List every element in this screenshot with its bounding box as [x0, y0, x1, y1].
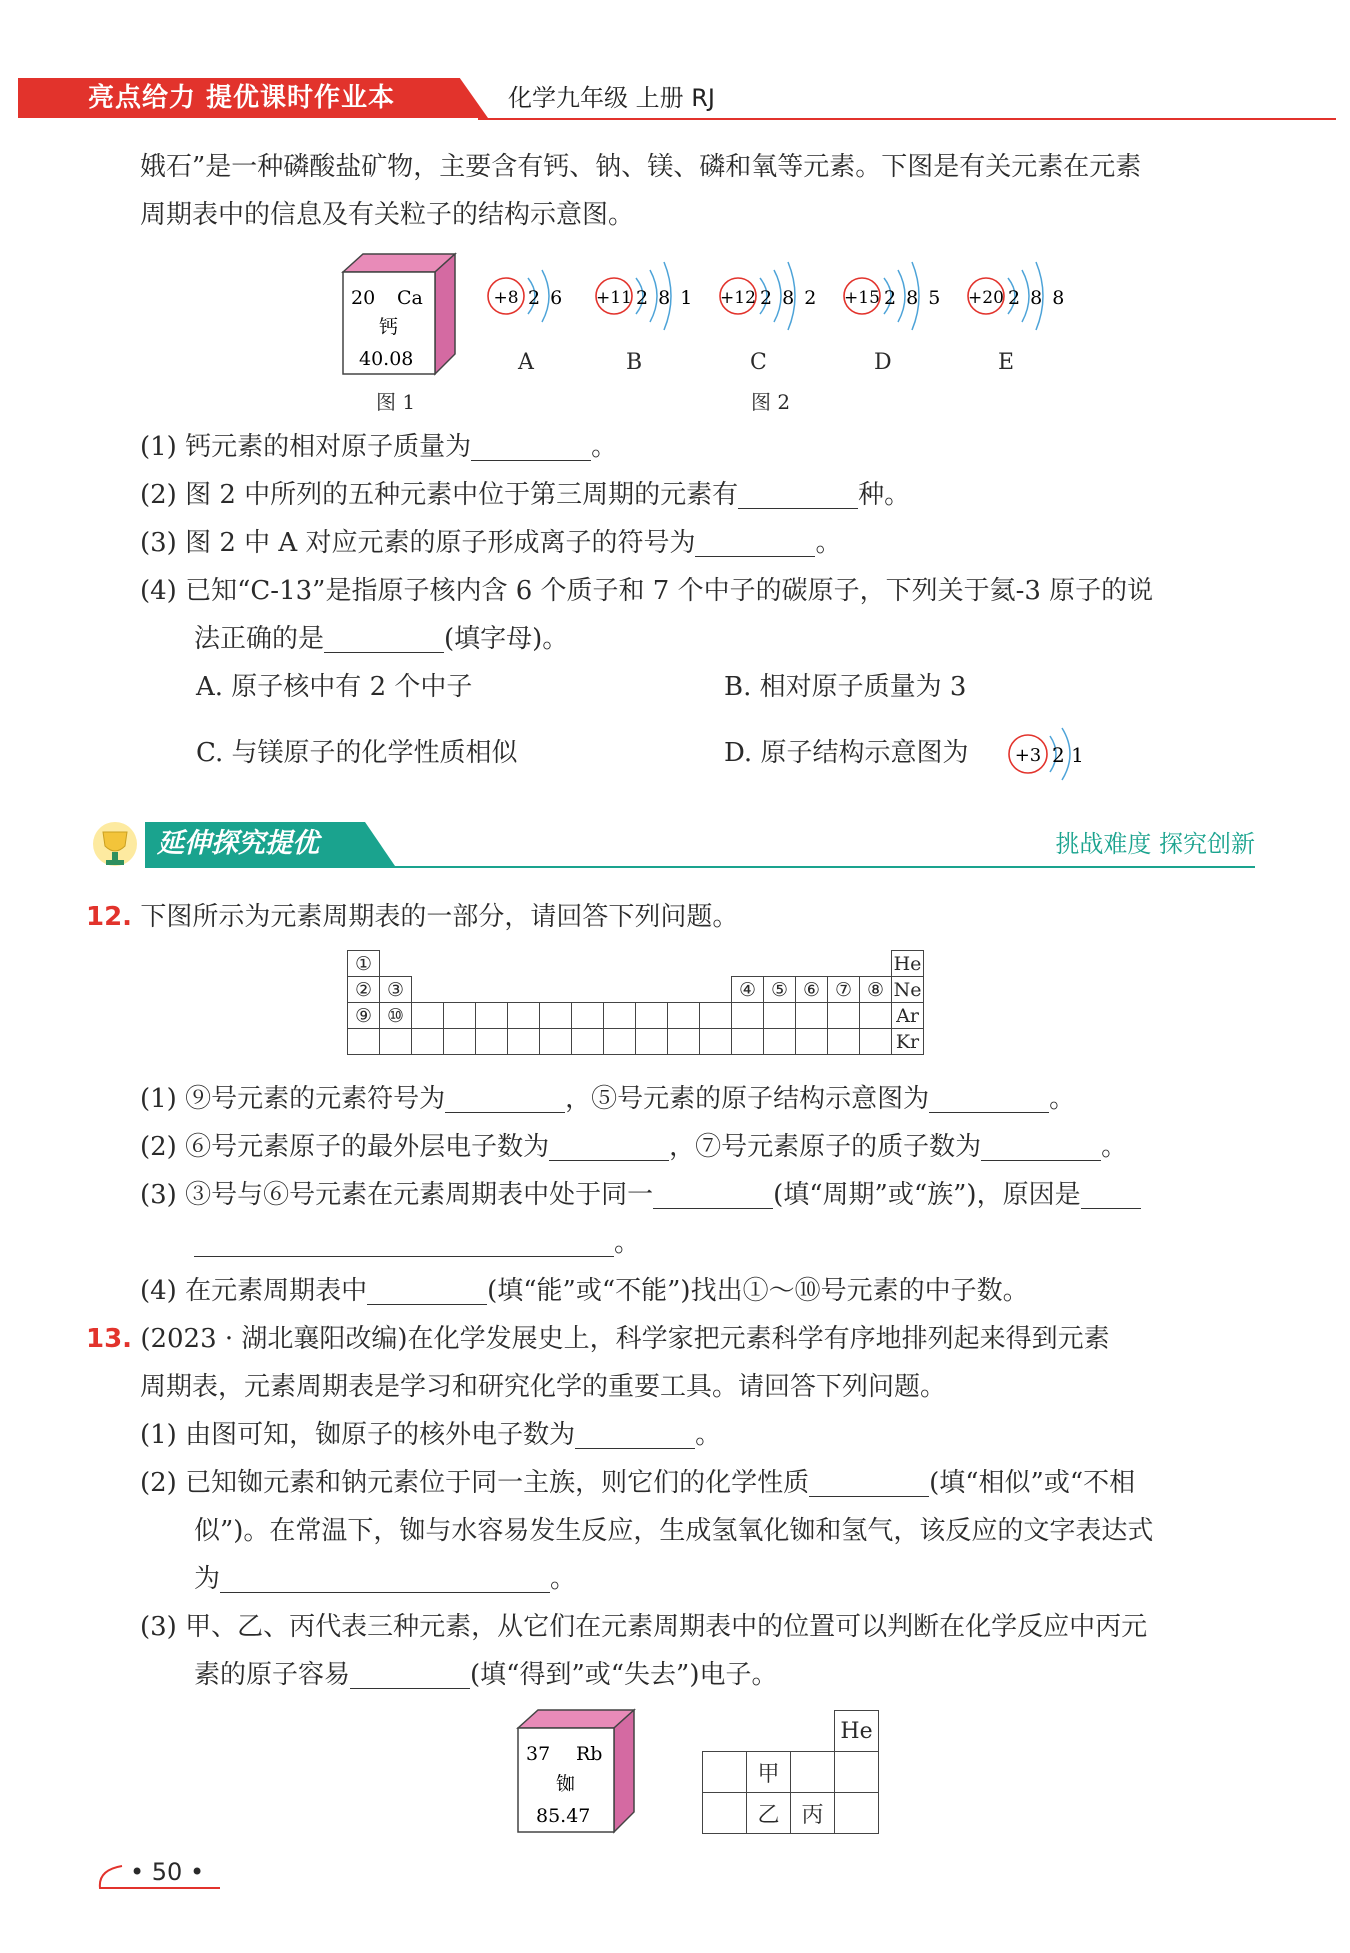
- answer-blank[interactable]: [220, 1566, 550, 1593]
- answer-blank[interactable]: [445, 1086, 565, 1113]
- answer-blank[interactable]: [471, 434, 591, 461]
- page-header: [18, 74, 1336, 118]
- q11-sub3-text: (3) 图 2 中 A 对应元素的原子形成离子的符号为: [140, 528, 696, 558]
- q11-sub4-line2: [194, 622, 568, 656]
- option-c: C. 与镁原子的化学性质相似: [196, 738, 518, 768]
- q11-sub1: [140, 430, 617, 464]
- q13-line2: 周期表，元素周期表是学习和研究化学的重要工具。请回答下列问题。: [140, 1372, 947, 1402]
- q12-intro-text: 下图所示为元素周期表的一部分，请回答下列问题。: [140, 902, 739, 932]
- q12-sub2: [140, 1130, 1127, 1164]
- q11-sub4-text: 法正确的是: [194, 624, 325, 654]
- q11-sub4-line1: (4) 已知“C-13”是指原子核内含 6 个质子和 7 个中子的碳原子，下列关于氦-3 原子的说: [140, 576, 1154, 606]
- answer-blank[interactable]: [324, 626, 444, 653]
- ca-name: 钙: [379, 316, 399, 338]
- q11-intro-line2: 周期表中的信息及有关粒子的结构示意图。: [140, 200, 635, 230]
- pt-cell-ar: Ar: [892, 1003, 924, 1029]
- answer-blank[interactable]: [738, 482, 858, 509]
- q12-sub3: [140, 1178, 1141, 1212]
- q12-sub3-text2: (填“周期”或“族”)，原因是: [773, 1180, 1081, 1210]
- q13-number: 13.: [86, 1324, 133, 1354]
- page-number: • 50 •: [130, 1858, 205, 1886]
- q13-line1: [86, 1322, 1110, 1356]
- q13-sub3-text: 素的原子容易: [194, 1660, 351, 1690]
- answer-blank[interactable]: [929, 1086, 1049, 1113]
- helium3-shells: 2 1: [1052, 743, 1084, 767]
- shell-electrons: 2 6: [528, 287, 565, 309]
- q12-sub4-text2: (填“能”或“不能”)找出①～⑩号元素的中子数。: [487, 1276, 1029, 1306]
- rb-name: 铷: [556, 1773, 576, 1795]
- q11-sub3: [140, 526, 842, 560]
- mini-cell-he: He: [835, 1711, 879, 1752]
- rb-mass: 85.47: [536, 1805, 591, 1827]
- pt-cell: ⑥: [796, 977, 828, 1003]
- pt-cell: ⑧: [860, 977, 892, 1003]
- mini-cell-bing: 丙: [791, 1793, 835, 1834]
- nucleus-charge: +20: [968, 288, 1004, 308]
- pt-cell: ②: [348, 977, 380, 1003]
- particle-label-c: C: [750, 350, 767, 375]
- mini-cell-jia: 甲: [747, 1752, 791, 1793]
- pt-cell: ④: [732, 977, 764, 1003]
- q13-sub2-line3: [194, 1562, 576, 1596]
- q12-number: 12.: [86, 902, 133, 932]
- q11-sub4-end: (填字母)。: [444, 624, 569, 654]
- helium3-structure-diagram: [1006, 720, 1096, 784]
- shell-electrons: 2 8 8: [1008, 287, 1067, 309]
- pt-cell-ne: Ne: [892, 977, 924, 1003]
- answer-blank[interactable]: [653, 1182, 773, 1209]
- q11-sub2-text: (2) 图 2 中所列的五种元素中位于第三周期的元素有: [140, 480, 739, 510]
- section-tag: 挑战难度 探究创新: [1055, 830, 1255, 858]
- answer-blank[interactable]: [809, 1470, 929, 1497]
- q12-sub2-text: (2) ⑥号元素原子的最外层电子数为: [140, 1132, 550, 1162]
- particle-label-e: E: [998, 350, 1015, 375]
- mini-cell-yi: 乙: [747, 1793, 791, 1834]
- shell-electrons: 2 8 1: [636, 287, 695, 309]
- answer-blank[interactable]: [981, 1134, 1101, 1161]
- pt-cell: ⑨: [348, 1003, 380, 1029]
- q12-sub3-text: (3) ③号与⑥号元素在元素周期表中处于同一: [140, 1180, 654, 1210]
- shell-electrons: 2 8 5: [884, 287, 943, 309]
- q13-sub1-text: (1) 由图可知，铷原子的核外电子数为: [140, 1420, 576, 1450]
- q11-sub2: [140, 478, 910, 512]
- answer-blank[interactable]: [367, 1278, 487, 1305]
- option-b: B. 相对原子质量为 3: [724, 672, 967, 702]
- fig1-caption: 图 1: [376, 390, 416, 414]
- section-title: 延伸探究提优: [157, 828, 319, 859]
- q13-line1-text: 在化学发展史上，科学家把元素科学有序地排列起来得到元素: [407, 1324, 1110, 1354]
- q13-sub2-text2: (填“相似”或“不相: [929, 1468, 1136, 1498]
- q13-sub1: [140, 1418, 721, 1452]
- calcium-element-card: [335, 252, 465, 380]
- q13-source: (2023 · 湖北襄阳改编): [140, 1324, 408, 1354]
- answer-blank[interactable]: [1081, 1182, 1141, 1209]
- ca-symbol: Ca: [397, 287, 423, 309]
- ca-atomic-number: 20: [351, 287, 376, 309]
- subject-label: 化学九年级 上册 RJ: [508, 84, 716, 112]
- pt-cell: ⑩: [380, 1003, 412, 1029]
- q11-sub2-end: 种。: [858, 480, 911, 510]
- pt-cell: ①: [348, 951, 380, 977]
- periodic-table-fragment: [347, 950, 924, 1055]
- q13-sub2-text: (2) 已知铷元素和钠元素位于同一主族，则它们的化学性质: [140, 1468, 810, 1498]
- option-d: D. 原子结构示意图为: [724, 738, 969, 768]
- shell-electrons: 2 8 2: [760, 287, 819, 309]
- q11-intro-line1: 娥石”是一种磷酸盐矿物，主要含有钙、钠、镁、磷和氧等元素。下图是有关元素在元素: [140, 152, 1142, 182]
- q13-sub3-line1: (3) 甲、乙、丙代表三种元素，从它们在元素周期表中的位置可以判断在化学反应中丙元: [140, 1612, 1148, 1642]
- particle-label-a: A: [518, 350, 534, 375]
- particle-diagram-e: [966, 248, 1116, 338]
- pt-cell-kr: Kr: [892, 1029, 924, 1055]
- pt-cell: ⑦: [828, 977, 860, 1003]
- section-banner: [85, 822, 1255, 870]
- answer-blank[interactable]: [194, 1230, 614, 1257]
- q11-sub3-end: 。: [815, 528, 842, 558]
- q12-sub3-line2: [194, 1226, 640, 1260]
- q13-sub2-end: 。: [550, 1564, 577, 1594]
- q11-sub1-text: (1) 钙元素的相对原子质量为: [140, 432, 472, 462]
- q13-sub2-line2: 似”)。在常温下，铷与水容易发生反应，生成氢氧化铷和氢气，该反应的文字表达式: [194, 1516, 1154, 1546]
- rubidium-element-card: [510, 1708, 644, 1838]
- helium3-nucleus: +3: [1014, 745, 1042, 766]
- q12-sub2-end: 。: [1101, 1132, 1128, 1162]
- series-title: 亮点给力 提优课时作业本: [88, 83, 396, 113]
- trophy-icon: [85, 814, 145, 874]
- particle-label-d: D: [874, 350, 892, 375]
- section-rule: [145, 866, 1255, 868]
- fig2-caption: 图 2: [751, 390, 791, 414]
- header-rule: [478, 118, 1336, 120]
- q13-sub3-text2: (填“得到”或“失去”)电子。: [470, 1660, 778, 1690]
- q13-sub3-line2: [194, 1658, 777, 1692]
- q11-sub1-end: 。: [591, 432, 618, 462]
- answer-blank[interactable]: [549, 1134, 669, 1161]
- ca-mass: 40.08: [359, 348, 414, 370]
- rb-atomic-number: 37: [526, 1743, 551, 1765]
- nucleus-charge: +8: [493, 288, 519, 308]
- nucleus-charge: +15: [844, 288, 880, 308]
- mini-periodic-table: [702, 1710, 879, 1834]
- nucleus-charge: +12: [720, 288, 756, 308]
- pt-cell: ③: [380, 977, 412, 1003]
- option-a: A. 原子核中有 2 个中子: [196, 672, 473, 702]
- q12-intro: [86, 900, 738, 934]
- answer-blank[interactable]: [695, 530, 815, 557]
- q12-sub1-text: (1) ⑨号元素的元素符号为: [140, 1084, 446, 1114]
- q12-sub1: [140, 1082, 1075, 1116]
- q12-sub4: [140, 1274, 1029, 1308]
- q12-sub4-text: (4) 在元素周期表中: [140, 1276, 368, 1306]
- nucleus-charge: +11: [596, 288, 632, 308]
- answer-blank[interactable]: [350, 1662, 470, 1689]
- q12-sub1-end: 。: [1049, 1084, 1076, 1114]
- particle-label-b: B: [626, 350, 643, 375]
- q13-sub1-end: 。: [695, 1420, 722, 1450]
- answer-blank[interactable]: [575, 1422, 695, 1449]
- q12-sub2-text2: ，⑦号元素原子的质子数为: [669, 1132, 982, 1162]
- rb-symbol: Rb: [576, 1743, 603, 1765]
- q12-sub3-end: 。: [614, 1228, 641, 1258]
- q12-sub1-text2: ，⑤号元素的原子结构示意图为: [565, 1084, 930, 1114]
- q13-sub2-line1: [140, 1466, 1135, 1500]
- pt-cell-he: He: [892, 951, 924, 977]
- pt-cell: ⑤: [764, 977, 796, 1003]
- q13-sub2-line3-text: 为: [194, 1564, 221, 1594]
